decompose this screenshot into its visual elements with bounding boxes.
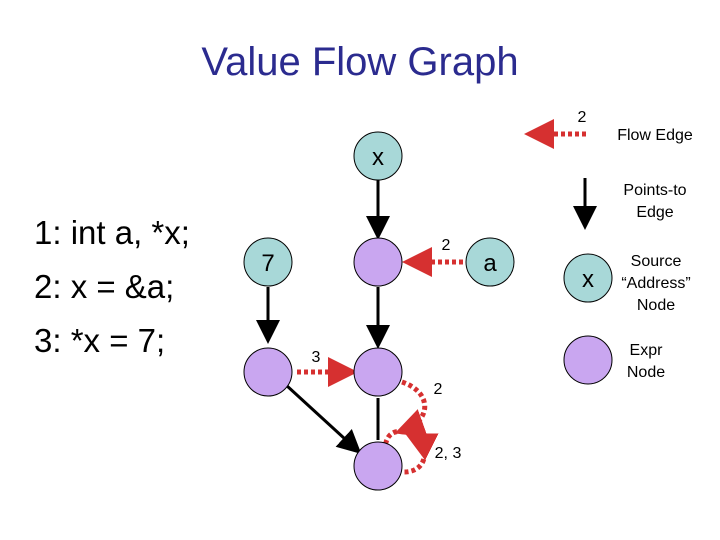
legend-address-node-symbol: x (582, 266, 594, 293)
edge-label-self-loop-lower: 2, 3 (434, 445, 462, 462)
legend-source-line2: “Address” (621, 275, 691, 292)
expr-node-assign (354, 348, 402, 396)
legend-expr-line2: Node (626, 364, 666, 381)
code-line-3: 3: *x = 7; (34, 322, 166, 359)
edge-label-seven-to-deref: 3 (311, 349, 321, 366)
legend-source-line1: Source (630, 253, 682, 270)
legend-expr-line1: Expr (629, 342, 663, 359)
legend-source-line3: Node (636, 297, 676, 314)
flow-edge-self-loop-upper (402, 382, 425, 430)
expr-node-store (354, 442, 402, 490)
legend-flow-edge-label: Flow Edge (617, 127, 693, 144)
address-node-seven-label: 7 (261, 250, 275, 277)
expr-node-deref-x (354, 238, 402, 286)
points-to-edge-const-to-store (286, 385, 357, 450)
code-line-2: 2: x = &a; (34, 268, 175, 305)
legend-points-to-line2: Edge (636, 204, 674, 221)
legend-points-to-line1: Points-to (623, 182, 687, 199)
edge-label-x-to-a: 2 (441, 237, 451, 254)
legend-expr-node-swatch (564, 336, 612, 384)
page-title: Value Flow Graph (201, 40, 519, 84)
expr-node-const-seven (244, 348, 292, 396)
legend-flow-edge-count: 2 (577, 109, 587, 126)
code-line-1: 1: int a, *x; (34, 214, 190, 251)
address-node-a-label: a (483, 250, 497, 277)
address-node-x-label: x (372, 144, 384, 171)
edge-label-self-loop-upper: 2 (433, 381, 443, 398)
